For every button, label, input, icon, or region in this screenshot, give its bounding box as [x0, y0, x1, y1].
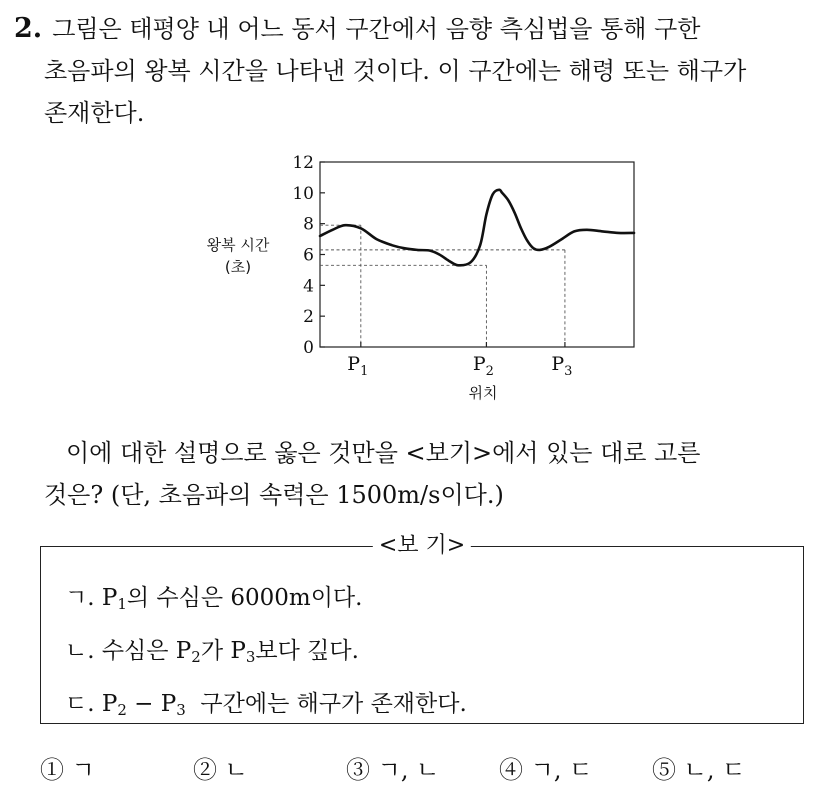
item-3-post: 구간에는 해구가 존재한다.: [185, 691, 467, 717]
series-line: [320, 190, 634, 266]
question-line-3: 존재한다.: [44, 99, 145, 127]
example-box-title: <보 기>: [373, 533, 471, 559]
round-trip-time-chart: [180, 150, 660, 415]
item-3-mid: − P: [126, 691, 177, 717]
example-item-3: [65, 681, 467, 734]
item-1-post: 의 수심은 6000m이다.: [126, 585, 363, 611]
item-3-sub2: 3: [176, 701, 186, 719]
answer-choices: [40, 752, 810, 788]
prompt-line-2: 것은? (단, 초음파의 속력은 1500m/s이다.): [44, 481, 504, 509]
chart-svg: [180, 150, 660, 415]
y-tick-label: 6: [303, 245, 314, 266]
prompt-line-1: 이에 대한 설명으로 옳은 것만을 <보기>에서 있는 대로 고른: [66, 439, 701, 467]
choice-5[interactable]: ⑤ ㄴ, ㄷ: [652, 756, 746, 784]
item-1-sub: 1: [117, 595, 127, 613]
y-tick-label: 4: [303, 276, 314, 297]
item-2-sub2: 3: [245, 648, 256, 666]
prompt-text: [14, 432, 814, 516]
y-tick-label: 8: [303, 214, 314, 235]
example-box-items: [65, 575, 467, 734]
question-line-2: 초음파의 왕복 시간을 나타낸 것이다. 이 구간에는 해령 또는 해구가: [44, 57, 747, 85]
x-marker-label: $P_1$: [347, 353, 369, 379]
question-number: 2.: [14, 13, 43, 44]
item-1-pre: ㄱ. P: [65, 585, 118, 611]
y-axis-label-line2: (초): [224, 258, 252, 276]
item-2-pre: ㄴ. 수심은 P: [65, 638, 192, 664]
choice-4[interactable]: ④ ㄱ, ㄷ: [499, 756, 593, 784]
question-line-1: 그림은 태평양 내 어느 동서 구간에서 음향 측심법을 통해 구한: [52, 15, 701, 43]
y-tick-label: 10: [292, 183, 314, 204]
x-marker-label: $P_3$: [551, 353, 573, 379]
x-marker-label: $P_2$: [472, 353, 494, 379]
y-tick-label: 12: [292, 153, 314, 173]
example-box: [40, 533, 804, 724]
x-axis-label: 위치: [468, 384, 498, 402]
y-axis-label-line1: 왕복 시간: [206, 236, 270, 254]
item-2-sub: 2: [191, 648, 201, 666]
y-tick-label: 2: [303, 307, 314, 328]
example-item-1: [65, 575, 467, 628]
question-text: [14, 8, 814, 134]
choice-1[interactable]: ① ㄱ: [40, 756, 95, 784]
choice-3[interactable]: ③ ㄱ, ㄴ: [346, 756, 440, 784]
choice-2[interactable]: ② ㄴ: [193, 756, 248, 784]
item-3-pre: ㄷ. P: [65, 691, 118, 717]
item-2-post: 보다 깊다.: [255, 638, 359, 664]
item-3-sub: 2: [117, 701, 127, 719]
example-item-2: [65, 628, 467, 681]
y-tick-label: 0: [303, 338, 314, 358]
item-2-mid: 가 P: [200, 638, 246, 664]
